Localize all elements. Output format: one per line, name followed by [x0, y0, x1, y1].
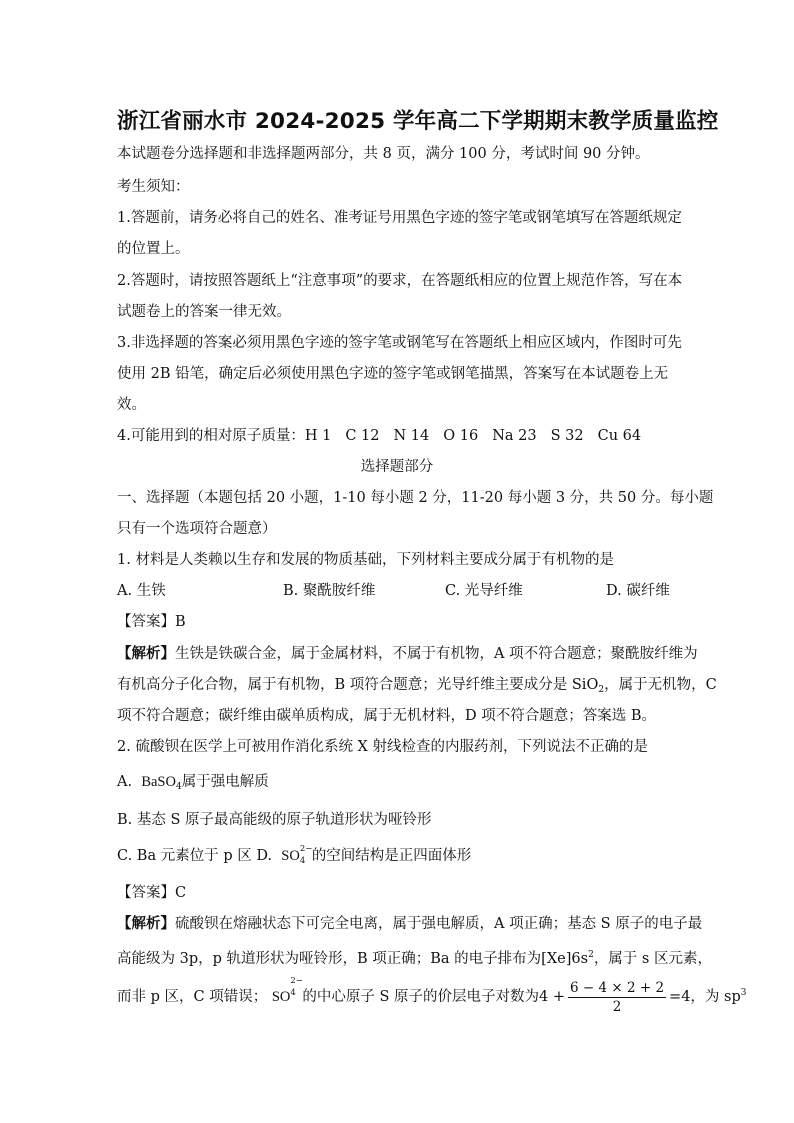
- notice-1-line-1: 1.答题前，请务必将自己的姓名、准考证号用黑色字迹的签字笔或钢笔填写在答题纸规定: [117, 210, 682, 226]
- q1-answer: 【答案】B: [117, 614, 186, 630]
- ion-subscript: 4: [299, 856, 306, 866]
- q1-explanation-line-3: 项不符合题意；碳纤维由碳单质构成，属于无机材料，D 项不符合题意；答案选 B。: [117, 708, 656, 724]
- notice-3-line-3: 效。: [117, 397, 146, 413]
- option-letter: A.: [117, 774, 133, 790]
- q1-explanation-line-1: [117, 644, 698, 664]
- q2-explanation-line-1: [117, 914, 702, 934]
- q1-explanation-text: 生铁是铁碳合金，属于金属材料，不属于有机物，A 项不符合题意；聚酰胺纤维为: [175, 646, 698, 662]
- fraction: [568, 979, 666, 1016]
- q2-option-a: [117, 772, 269, 797]
- atomic-mass-item: O 16: [443, 428, 479, 444]
- atomic-mass-item: S 32: [550, 428, 584, 444]
- formula-subscript: 2: [598, 685, 605, 695]
- q2-explanation-text: 高能级为 3p，p 轨道形状为哑铃形，B 项正确；Ba 的电子排布为[Xe]6s: [117, 951, 589, 967]
- q1-option-d: D. 碳纤维: [606, 583, 670, 599]
- option-text: C. Ba 元素位于 p 区 D.: [117, 848, 273, 864]
- atomic-mass-item: Na 23: [492, 428, 537, 444]
- q2-option-b: B. 基态 S 原子最高能级的原子轨道形状为哑铃形: [117, 812, 432, 828]
- q1-explanation-line-2: [117, 675, 717, 700]
- formula-lead: 4 +: [539, 989, 565, 1005]
- notice-heading: 考生须知：: [117, 179, 190, 195]
- explanation-label: 【解析】: [117, 915, 175, 932]
- atomic-mass-item: C 12: [345, 428, 380, 444]
- formula-baso4: BaSO: [141, 774, 176, 790]
- page-title: 浙江省丽水市 2024-2025 学年高二下学期期末教学质量监控: [117, 109, 719, 134]
- notice-4-label: 4.可能用到的相对原子质量：: [117, 428, 305, 444]
- q1-option-c: C. 光导纤维: [445, 583, 523, 599]
- ion-base: SO: [281, 848, 300, 864]
- option-text: 属于强电解质: [181, 774, 269, 790]
- intro-text: 本试题卷分选择题和非选择题两部分，共 8 页，满分 100 分，考试时间 90 分钟。: [117, 146, 650, 162]
- notice-2-line-2: 试题卷上的答案一律无效。: [117, 304, 291, 320]
- atomic-mass-item: N 14: [393, 428, 430, 444]
- q2-option-c-d: [117, 846, 471, 866]
- q2-answer: 【答案】C: [117, 885, 187, 901]
- q1-explanation-text: 有机高分子化合物，属于有机物，B 项符合题意；光导纤维主要成分是 SiO: [117, 677, 599, 693]
- notice-2-line-1: 2.答题时，请按照答题纸上“注意事项”的要求，在答题纸相应的位置上规范作答，写在本: [117, 273, 683, 289]
- ion-charge: 2−: [290, 976, 303, 986]
- q2-explanation-line-2: [117, 945, 712, 969]
- q2-explanation-line-3: [117, 974, 747, 1016]
- q1-stem: 1. 材料是人类赖以生存和发展的物质基础，下列材料主要成分属于有机物的是: [117, 552, 614, 568]
- formula-superscript: 3: [740, 988, 747, 998]
- q1-option-b: B. 聚酰胺纤维: [283, 583, 376, 599]
- q2-explanation-text: 硫酸钡在熔融状态下可完全电离，属于强电解质，A 项正确；基态 S 原子的电子最: [175, 916, 703, 932]
- q2-explanation-text: 的中心原子 S 原子的价层电子对数为: [302, 989, 540, 1005]
- ion-subscript: 4: [290, 988, 296, 998]
- formula-superscript: 2: [588, 950, 594, 960]
- fraction-denominator: 2: [612, 998, 622, 1015]
- section-title: 选择题部分: [360, 459, 434, 475]
- option-text: 的空间结构是正四面体形: [311, 848, 472, 864]
- notice-3-line-2: 使用 2B 铅笔，确定后必须使用黑色字迹的签字笔或钢笔描黑，答案写在本试题卷上无: [117, 366, 669, 382]
- formula-result: =4，为 sp: [669, 989, 741, 1005]
- atomic-mass-item: H 1: [304, 428, 332, 444]
- sulfate-ion-formula: [281, 846, 312, 866]
- q2-explanation-text: 而非 p 区，C 项错误；: [117, 989, 268, 1005]
- ion-charge: 2−: [299, 844, 313, 854]
- q2-stem: 2. 硫酸钡在医学上可被用作消化系统 X 射线检查的内服药剂，下列说法不正确的是: [117, 739, 648, 755]
- q1-option-a: A. 生铁: [117, 583, 166, 599]
- part1-heading-line-1: 一、选择题（本题包括 20 小题，1-10 每小题 2 分，11-20 每小题 3 分，共 50 分。每小题: [117, 490, 714, 506]
- atomic-mass-item: Cu 64: [597, 428, 642, 444]
- explanation-label: 【解析】: [117, 645, 175, 662]
- notice-1-line-2: 的位置上。: [117, 241, 190, 257]
- notice-4-line: [117, 426, 641, 446]
- part1-heading-line-2: 只有一个选项符合题意）: [117, 521, 277, 537]
- q1-explanation-text: ，属于无机物，C: [604, 677, 717, 693]
- q2-explanation-text: ，属于 s 区元素，: [593, 951, 712, 967]
- fraction-numerator: 6 − 4 × 2 + 2: [570, 979, 665, 996]
- formula-subscript: 4: [175, 782, 182, 792]
- ion-base: SO: [271, 989, 291, 1005]
- notice-3-line-1: 3.非选择题的答案必须用黑色字迹的签字笔或钢笔写在答题纸上相应区域内，作图时可先: [117, 335, 682, 351]
- sulfate-ion-formula: [272, 978, 303, 1016]
